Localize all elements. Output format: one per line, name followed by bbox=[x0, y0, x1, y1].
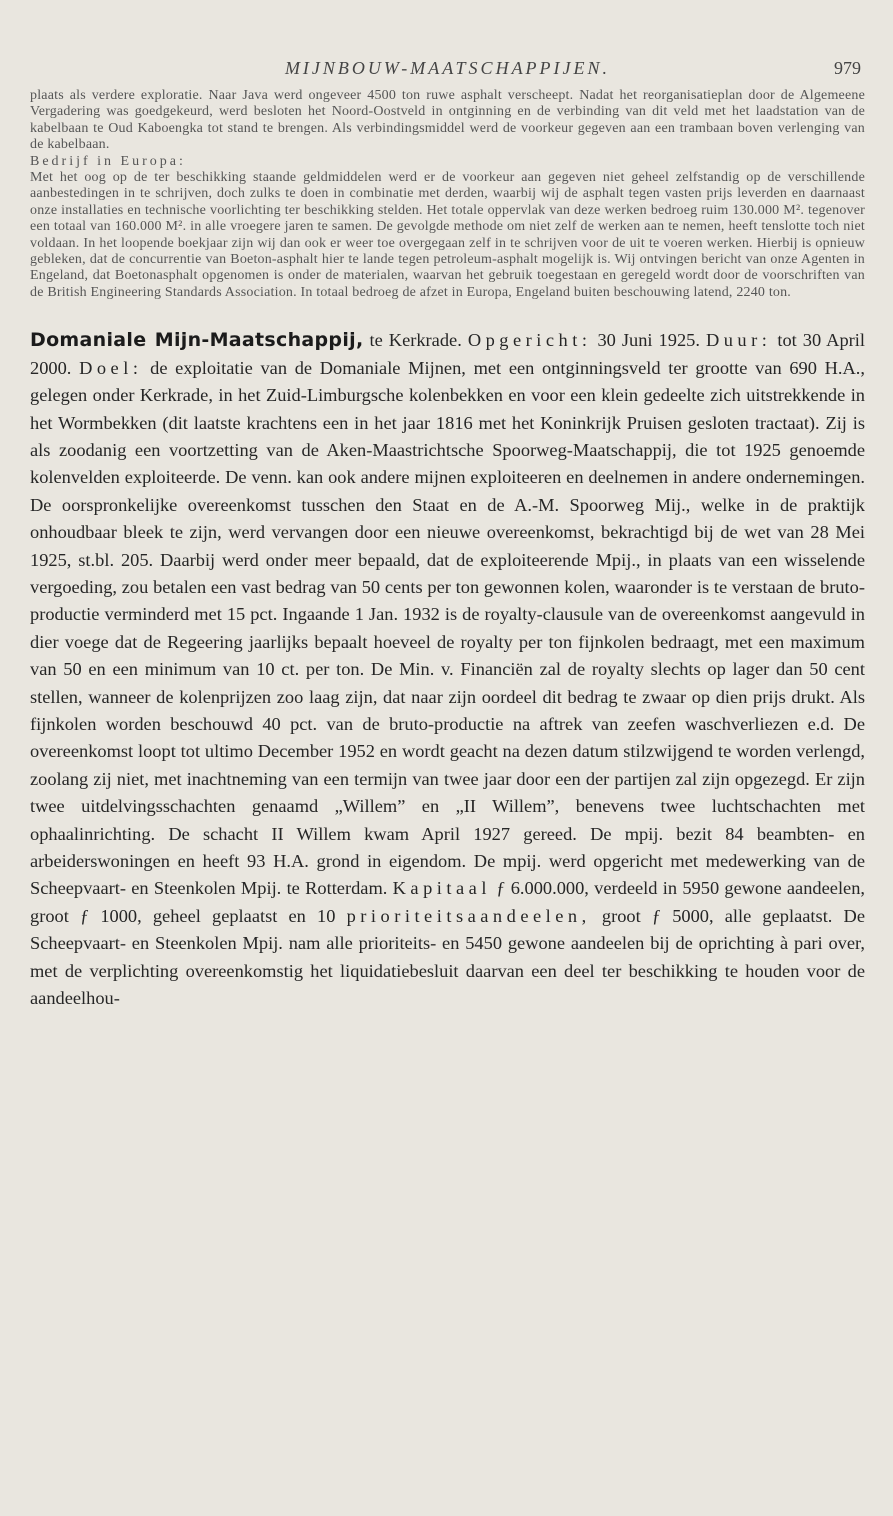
label-duur: Duur: bbox=[705, 330, 772, 351]
paragraph-exploration: plaats als verdere exploratie. Naar Java werd ongeveer 4500 ton ruwe asphalt verscheept. Nadat het reorganisatieplan door de Algemeene Vergadering was goedgekeurd, werd besloten het Noord-Oostveld in ontginning en de verbinding van dit veld met het laadstation van de kabelbaan te Oud Kaboengka tot stand te brengen. Als verbindingsmiddel werd de voorkeur gegeven aan een trambaan boven verlenging van de kabelbaan. bbox=[30, 88, 865, 153]
value-duur: tot 30 April 2000. bbox=[30, 330, 866, 378]
paragraph-europe-body: Met het oog op de ter beschikking staande geldmiddelen werd er de voorkeur aan gegeven niet geheel zelfstandig op de verschillende aanbestedingen in te schrijven, doch zulks te doen in combinatie met derden, waarbij wij de asphalt tegen vasten prijs leverden en daarnaast onze installaties en technische voorlichting ter beschikking stelden. Het totale oppervlak van deze werken bedroeg ruim 130.000 M². tegenover een totaal van 160.000 M². in alle vroegere jaren te samen. De gevolgde methode om niet zelf de werken aan te nemen, heeft tenslotte toch niet voldaan. In het loopende boekjaar zijn wij dan ook er weer toe overgegaan zelf in te schrijven voor de uit te voeren werken. Hierbij is opnieuw gebleken, dat de concurrentie van Boeton-asphalt hier te lande tegen petroleum-asphalt mogelijk is. Wij ontvingen bericht van onze Agenten in Engeland, dat Boetonasphalt opgenomen is onder de materialen, waarvan het gebruik toegestaan en geregeld wordt door de voorschriften van de British Engineering Standards Association. In totaal bedroeg de afzet in Europa, Engeland buiten beschouwing latend, 2240 ton. bbox=[30, 170, 865, 300]
label-kapitaal: Kapitaal bbox=[392, 878, 491, 899]
label-opgericht: Opgericht: bbox=[467, 330, 592, 351]
entry-body bbox=[30, 327, 865, 1012]
company-name: Domaniale Mijn-Maatschappij, bbox=[30, 329, 364, 352]
page-number: 979 bbox=[834, 58, 861, 78]
text-doel: de exploitatie van de Domaniale Mijnen, met een ontginningsveld ter grootte van 690 H.A., gelegen onder Kerkrade, in het Zuid-Limburgsche kolenbekken en voor een klein gedeelte zich uitstrekkende in het Wormbekken (dit laatste krachtens een in het jaar 1816 met het Koninkrijk Pruisen gesloten tractaat). Zij is als zoodanig een voortzetting van de Aken-Maastrichtsche Spoorweg-Maatschappij, die tot 1925 genoemde kolenvelden exploiteerde. De venn. kan ook andere mijnen exploiteeren en deelnemen in andere ondernemingen. De oorspronkelijke overeenkomst tusschen den Staat en de A.-M. Spoorweg Mij., welke in de praktijk onhoudbaar bleek te zijn, werd vervangen door een nieuwe overeenkomst, bekrachtigd bij de wet van 28 Mei 1925, st.bl. 205. Daarbij werd onder meer bepaald, dat de exploiteerende Mpij., in plaats van een wisselende vergoeding, zou betalen een vast bedrag van 50 cents per ton gewonnen kolen, waaronder is te verstaan de bruto-productie verminderd met 15 pct. Ingaande 1 Jan. 1932 is de royalty-clausule van de overeenkomst aangevuld in dier voege dat de Regeering jaarlijks bepaalt hoeveel de royalty per ton fijnkolen bedraagt, met een maximum van 50 en een minimum van 10 ct. per ton. De Min. v. Financiën zal de royalty slechts op lager dan 50 cent stellen, wanneer de kolenprijzen zoo laag zijn, dat naar zijn oordeel dit bedrag te zwaar op dien prijs drukt. Als fijnkolen worden beschouwd 40 pct. van de bruto-productie na aftrek van zeefen waschverliezen e.d. De overeenkomst loopt tot ultimo December 1952 en wordt geacht na dezen datum stilzwijgend te worden verlengd, zoolang zij niet, met inachtneming van een termijn van twee jaar door een der partijen zal zijn opgezegd. Er zijn twee uitdelvingsschachten genaamd „Willem” en „II Willem”, benevens twee luchtschachten met ophaalinrichting. De schacht II Willem kwam April 1927 gereed. De mpij. bezit 84 beambten- en arbeiderswoningen en heeft 93 H.A. grond in eigendom. De mpij. werd opgericht met medewerking van de Scheepvaart- en Steenkolen Mpij. te Rotterdam. bbox=[30, 357, 865, 899]
paragraph-europe bbox=[30, 154, 865, 170]
page-header bbox=[30, 58, 865, 88]
label-doel: Doel: bbox=[79, 357, 143, 378]
text-prioriteit: groot ƒ 5000, alle geplaatst. De Scheepvaart- en Steenkolen Mpij. nam alle prioriteits- en 5450 gewone aandeelen bij de oprichting à pari over, met de verplichting overeenkomstig het liquidatiebesluit daarvan een deel ter beschikking te houden voor de aandeelhou- bbox=[30, 905, 865, 1009]
date-opgericht: 30 Juni 1925. bbox=[591, 330, 706, 351]
running-title: MIJNBOUW-MAATSCHAPPIJEN. bbox=[284, 58, 611, 78]
previous-entry-continuation bbox=[30, 88, 865, 301]
company-location: te Kerkrade. bbox=[363, 330, 468, 351]
company-entry-domaniale bbox=[30, 327, 865, 1012]
europe-label: Bedrijf in Europa: bbox=[30, 153, 186, 169]
text-kapitaal: ƒ 6.000.000, verdeeld in 5950 gewone aandeelen, groot ƒ 1000, geheel geplaatst en 10 bbox=[30, 878, 866, 926]
label-prioriteit: prioriteitsaandeelen, bbox=[346, 905, 591, 926]
